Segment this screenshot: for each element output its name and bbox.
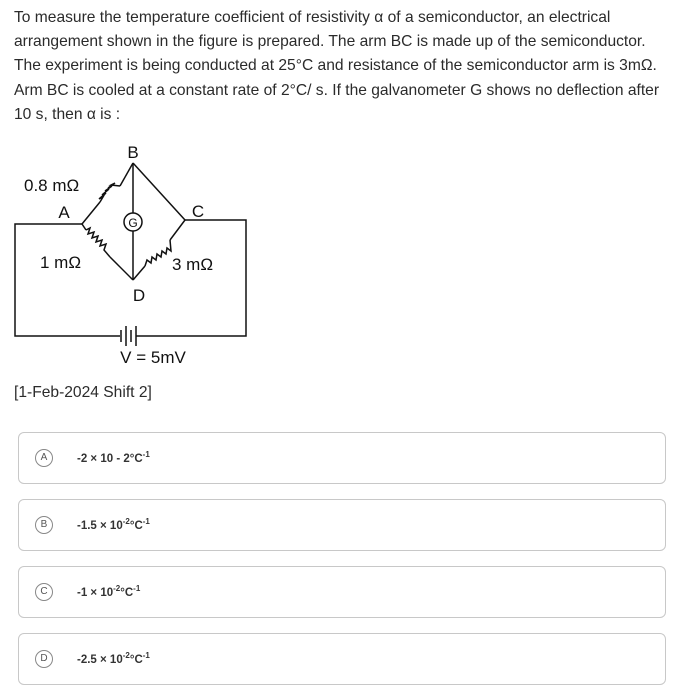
wire-a-b — [82, 202, 100, 224]
resistor-ad — [86, 228, 110, 257]
node-a-label: A — [58, 203, 70, 222]
resistor-dc-label: 3 mΩ — [172, 255, 214, 274]
wire-d-c-2 — [170, 220, 185, 240]
resistor-ab-label: 0.8 mΩ — [24, 176, 80, 195]
question-text: To measure the temperature coefficient of resistivity α of a semiconductor, an electrical arrangement shown in the figure is prepared. The arm BC is made up of the semiconductor. The experiment is being conducted at 25°C and resistance of the semiconductor arm is 3mΩ. Arm BC is cooled at a constant rate of 2°C/ s. If the galvanometer G shows no deflection after 10 s, then α is : — [14, 9, 660, 123]
exam-source: [1-Feb-2024 Shift 2] — [14, 384, 152, 401]
option-d-letter: D — [35, 650, 53, 668]
option-a-text: $-2 \times 10 - 2^\circ C^{-1}$ — [77, 450, 150, 465]
option-d[interactable] — [18, 633, 666, 685]
option-a-letter: A — [35, 449, 53, 467]
wire-d-c — [133, 266, 145, 280]
resistor-ad-label: 1 mΩ — [40, 253, 82, 272]
outer-wire-left — [15, 224, 120, 336]
wire-a-b-2 — [120, 163, 133, 186]
option-b-text: $-1.5 \times 10^{-2}^\circ C^{-1}$ — [77, 517, 150, 532]
option-c[interactable] — [18, 566, 666, 618]
resistor-dc — [145, 240, 171, 266]
outer-wire-right — [136, 220, 246, 336]
wire-a-d-2 — [110, 257, 133, 280]
node-c-label: C — [191, 202, 205, 221]
wire-b-c — [133, 163, 185, 220]
option-d-text: $-2.5 \times 10^{-2}^\circ C^{-1}$ — [77, 651, 150, 666]
option-a[interactable] — [18, 432, 666, 484]
resistor-ab — [99, 183, 120, 202]
option-b[interactable] — [18, 499, 666, 551]
option-c-text: $-1 \times 10^{-2}^\circ C^{-1}$ — [77, 584, 141, 599]
battery-label: V = 5mV — [120, 348, 186, 367]
galvanometer-label: G — [128, 216, 138, 230]
node-b-label: B — [127, 143, 139, 162]
option-c-letter: C — [35, 583, 53, 601]
circuit-diagram — [0, 140, 260, 380]
wire-a-d — [82, 224, 86, 230]
option-b-letter: B — [35, 516, 53, 534]
node-d-label: D — [132, 286, 146, 305]
